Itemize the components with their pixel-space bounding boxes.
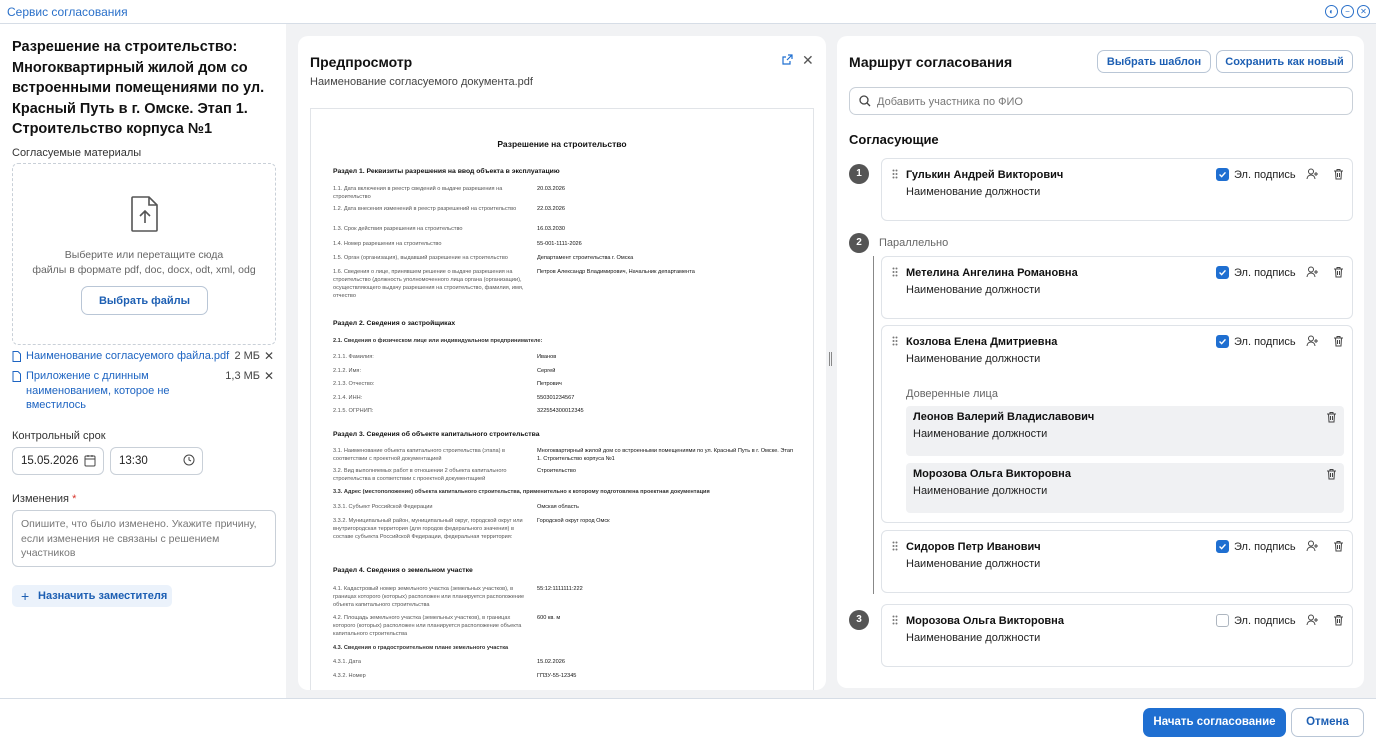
participant-card[interactable] [881,158,1353,221]
left-panel [0,24,286,698]
route-title: Маршрут согласования [849,54,1013,70]
trusted-person-position: Наименование должности [913,485,1048,497]
participant-position: Наименование должности [906,186,1041,198]
doc-row-key: 4.2. Площадь земельного участка (земельных участков), в границах которого (которых) расположен или планируется расположение объекта капитального строительства [333,615,522,637]
participant-card[interactable] [881,604,1353,667]
doc-row-key: 1.2. Дата внесения изменений в реестр разрешений на строительство [333,206,517,212]
doc-row-value: 600 кв. м [537,615,561,621]
dropzone-hint: Выберите или перетащите сюда файлы в формате pdf, doc, docx, odt, xml, odg [32,249,256,276]
doc-row-value: 55-001-1111-2026 [537,241,582,247]
delete-icon[interactable] [1333,540,1344,552]
trusted-person [906,463,1344,513]
doc-row-value: Департамент строительства г. Омска [537,255,634,261]
assign-deputy-button[interactable]: + Назначить заместителя [12,585,172,607]
add-trusted-person-icon[interactable] [1306,614,1319,626]
doc-row-value: Иванов [537,354,557,360]
window-controls [1325,5,1370,18]
choose-files-button[interactable]: Выбрать файлы [81,286,208,315]
drag-handle-icon[interactable] [892,336,898,346]
trusted-person [906,406,1344,456]
doc-row-key: 3.3.2. Муниципальный район, муниципальный округ, городской округ или внутригородская территория (для городов федерального значения) в составе субъекта Российской Федерации, федеральная территория: [333,518,523,540]
file-size: 2 МБ [234,350,260,362]
deadline-time-field[interactable]: 13:30 [110,447,203,475]
doc-section-title: Раздел 4. Сведения о земельном участке [333,567,473,574]
clock-icon[interactable] [183,454,195,466]
app-title: Сервис согласования [7,5,128,19]
doc-row-key: 4.3.1. Дата [333,659,361,665]
doc-heading: Разрешение на строительство [497,139,627,149]
preview-filename: Наименование согласуемого документа.pdf [310,76,533,88]
step-number: 2 [849,233,869,253]
start-approval-button[interactable]: Начать согласование [1143,708,1286,737]
esign-label: Эл. подпись [1234,336,1296,348]
doc-section-title: Раздел 1. Реквизиты разрешения на ввод объекта в эксплуатацию [333,168,560,175]
doc-row-key: 3.2. Вид выполняемых работ в отношении 2 объекта капитального строительства в соответствии с проектной документацией [333,468,507,482]
drag-handle-icon[interactable] [892,169,898,179]
deadline-label: Контрольный срок [12,430,106,442]
file-name[interactable]: Наименование согласуемого файла.pdf [26,350,230,362]
choose-template-button[interactable]: Выбрать шаблон [1097,50,1211,73]
doc-row-value: Сергей [537,368,556,374]
approvers-heading: Согласующие [849,132,939,147]
doc-row-key: 2.1.4. ИНН: [333,395,363,401]
participant-name: Козлова Елена Дмитриевна [906,336,1058,348]
doc-row-value: Петров Александр Владимирович, Начальник департамента [537,269,695,275]
add-trusted-person-icon[interactable] [1306,168,1319,180]
doc-row-value: 22.03.2026 [537,206,565,212]
remove-file-icon[interactable]: ✕ [263,349,274,363]
plus-icon: + [21,588,30,604]
trusted-person-position: Наименование должности [913,428,1048,440]
drag-handle-icon[interactable] [892,267,898,277]
remove-file-icon[interactable]: ✕ [263,369,274,383]
esign-label: Эл. подпись [1234,169,1296,181]
doc-row-key: 1.3. Срок действия разрешения на строительство [333,226,463,232]
calendar-icon[interactable] [84,454,96,467]
changes-label: Изменения * [12,493,77,505]
file-item[interactable] [12,349,276,364]
open-external-icon[interactable] [782,54,793,65]
drag-handle-icon[interactable] [892,615,898,625]
document-page [310,108,814,690]
doc-subsection: 3.3. Адрес (местоположение) объекта капитального строительства, применительно к которому подготовлена проектная документация [333,489,710,495]
search-icon [859,95,871,107]
parallel-label: Параллельно [879,237,949,249]
search-input[interactable]: Добавить участника по ФИО [877,96,1023,108]
doc-row-key: 2.1.5. ОГРНИП: [333,408,374,414]
doc-row-key: 4.1. Кадастровый номер земельного участка (земельных участков), в границах которого (которых) расположен или планируется расположение объекта капитального строительства [333,586,525,608]
participant-name: Морозова Ольга Викторовна [906,615,1064,627]
materials-label: Согласуемые материалы [12,147,142,159]
esign-checkbox[interactable] [1216,266,1229,279]
esign-checkbox[interactable] [1216,614,1229,627]
esign-label: Эл. подпись [1234,541,1296,553]
footer-bar [0,698,1376,744]
participant-card[interactable] [881,530,1353,593]
file-upload-icon [130,196,160,232]
route-panel [837,36,1364,688]
esign-checkbox[interactable] [1216,168,1229,181]
parallel-group-line [873,256,874,594]
esign-checkbox[interactable] [1216,540,1229,553]
participant-name: Метелина Ангелина Романовна [906,267,1078,279]
doc-row-key: 1.5. Орган (организация), выдавший разрешение на строительство [333,255,508,261]
delete-icon[interactable] [1333,168,1344,180]
file-dropzone[interactable] [12,163,276,345]
trusted-person-name: Леонов Валерий Владиславович [913,411,1095,423]
doc-row-key: 1.6. Сведения о лице, принявшем решение о выдаче разрешения на строительство (должность уполномоченного лица органа (организации), осуществляющего выдачу разрешения на строительство, фамилия, имя, отчество [333,269,524,299]
file-name[interactable]: Приложение с длинным наименованием, которое не вместилось [26,370,170,411]
participant-card[interactable] [881,325,1353,523]
doc-row-value: 322554300012345 [537,408,584,414]
doc-row-value: Омская область [537,504,579,510]
participant-position: Наименование должности [906,632,1041,644]
delete-icon[interactable] [1326,468,1337,480]
participant-position: Наименование должности [906,353,1041,365]
trusted-person-name: Морозова Ольга Викторовна [913,468,1071,480]
doc-row-key: 3.1. Наименование объекта капитального строительства (этапа) в соответствии с проектной документацией [333,448,506,462]
changes-textarea[interactable]: Опишите, что было изменено. Укажите причину, если изменения не связаны с решением участников [12,510,276,567]
doc-row-value: 20.03.2026 [537,186,565,192]
doc-row-key: 2.1.3. Отчество: [333,381,375,387]
file-icon [12,351,21,362]
title-bar [0,0,1376,24]
participant-card[interactable] [881,256,1353,319]
drag-handle-icon[interactable] [892,541,898,551]
doc-row-value: 15.02.2026 [537,659,565,665]
minimize-icon[interactable]: − [1341,5,1354,18]
add-trusted-person-icon[interactable] [1306,540,1319,552]
doc-row-key: 1.4. Номер разрешения на строительство [333,241,442,247]
participant-position: Наименование должности [906,284,1041,296]
required-mark: * [72,493,77,505]
add-trusted-person-icon[interactable] [1306,335,1319,347]
doc-row-value: ГПЗУ-55-12345 [537,673,577,679]
doc-row-key: 4.3.2. Номер [333,673,366,679]
panel-resize-handle[interactable] [829,352,832,366]
esign-checkbox[interactable] [1216,335,1229,348]
esign-label: Эл. подпись [1234,267,1296,279]
doc-subsection: 4.3. Сведения о градостроительном плане земельного участка [333,645,509,651]
doc-row-key: 3.3.1. Субъект Российской Федерации [333,504,433,510]
doc-subsection: 2.1. Сведения о физическом лице или индивидуальном предпринимателе: [333,338,543,344]
file-icon [12,371,21,382]
doc-section-title: Раздел 2. Сведения о застройщиках [333,320,456,327]
doc-row-value: Городской округ город Омск [537,518,610,524]
document-title: Разрешение на строительство: Многоквартирный жилой дом со встроенными помещениями по ул. Красный Путь в г. Омске. Этап 1. Строительство корпуса №1 [12,39,265,137]
doc-row-value: 16.03.2030 [537,226,565,232]
close-preview-icon[interactable]: ✕ [802,52,814,68]
step-number: 1 [849,164,869,184]
file-size: 1,3 МБ [225,370,260,382]
participant-search[interactable] [849,87,1353,115]
delete-icon[interactable] [1326,411,1337,423]
step-number: 3 [849,610,869,630]
doc-row-value: Многоквартирный жилой дом со встроенными помещениями по ул. Красный Путь в г. Омске. Этап 1. Строительство корпуса №1 [537,448,794,462]
doc-section-title: Раздел 3. Сведения об объекте капитального строительства [333,431,540,438]
delete-icon[interactable] [1333,266,1344,278]
participant-name: Сидоров Петр Иванович [906,541,1041,553]
doc-row-key: 1.1. Дата включения в реестр сведений о выдаче разрешения на строительство [333,186,503,200]
preview-panel [298,36,826,690]
add-trusted-person-icon[interactable] [1306,266,1319,278]
participant-position: Наименование должности [906,558,1041,570]
trusted-persons-label: Доверенные лица [906,388,998,400]
doc-row-value: Строительство [537,468,576,474]
esign-label: Эл. подпись [1234,615,1296,627]
participant-name: Гулькин Андрей Викторович [906,169,1064,181]
cancel-button[interactable]: Отмена [1291,708,1364,737]
deadline-date-field[interactable]: 15.05.2026 [12,447,104,475]
doc-row-value: 55:12:1111111:222 [537,586,583,592]
doc-row-key: 2.1.2. Имя: [333,368,361,374]
preview-title: Предпросмотр [310,54,413,70]
theme-icon[interactable]: ◐ [1325,5,1338,18]
doc-row-value: Петрович [537,381,562,387]
file-item[interactable] [12,369,276,413]
doc-row-key: 2.1.1. Фамилия: [333,354,374,360]
close-window-icon[interactable]: ✕ [1357,5,1370,18]
save-as-new-button[interactable]: Сохранить как новый [1216,50,1353,73]
doc-row-value: 550301234567 [537,395,575,401]
delete-icon[interactable] [1333,614,1344,626]
delete-icon[interactable] [1333,335,1344,347]
